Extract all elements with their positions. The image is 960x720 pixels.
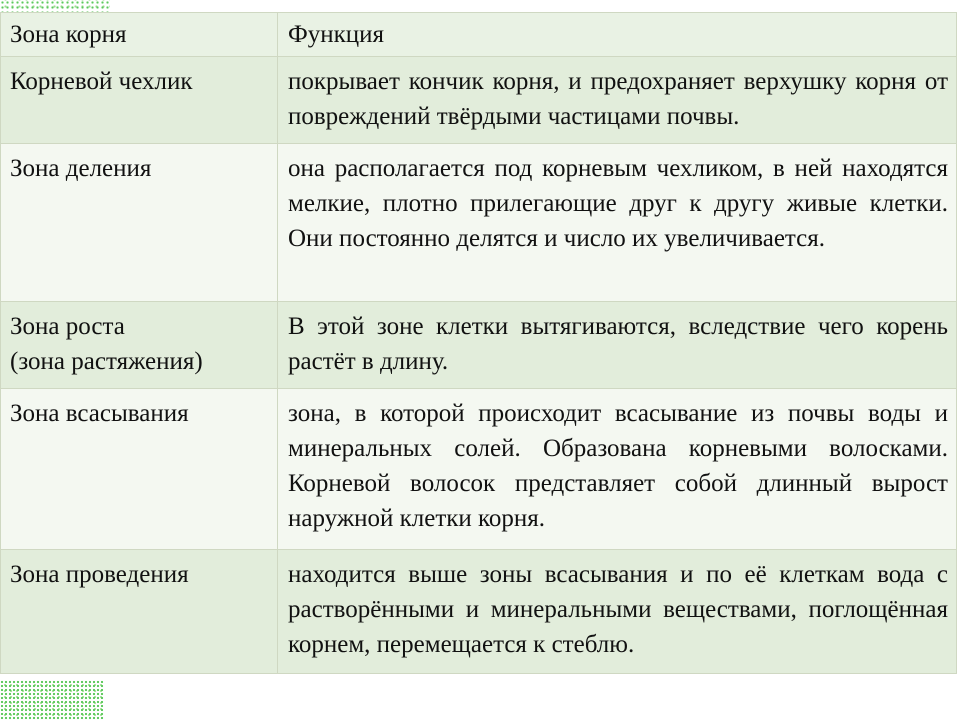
function-cell: она располагается под корневым чехликом, в ней находятся мелкие, плотно прилегающие друг к другу живые клетки. Они постоянно делятся и число их увеличивается. [278,144,957,302]
root-zones-table-container [0,12,956,674]
root-zones-table [0,12,957,674]
table-row [1,144,957,302]
table-row [1,57,957,144]
function-cell: В этой зоне клетки вытягиваются, вследствие чего корень растёт в длину. [278,302,957,389]
function-cell: зона, в которой происходит всасывание из почвы воды и минеральных солей. Образована корневыми волосками. Корневой волосок представляет собой длинный вырост наружной клетки корня. [278,389,957,550]
zone-cell: Зона всасывания [1,389,278,550]
header-zone: Зона корня [1,13,278,57]
zone-cell: Зона деления [1,144,278,302]
zone-cell-line: Зона роста [10,313,125,340]
header-function: Функция [278,13,957,57]
decorative-speckle-bottom [0,680,104,720]
table-row [1,550,957,674]
table-row [1,389,957,550]
table-header-row [1,13,957,57]
zone-cell-line: (зона растяжения) [10,348,203,375]
zone-cell: Зона проведения [1,550,278,674]
table-row [1,302,957,389]
zone-cell: Корневой чехлик [1,57,278,144]
zone-cell [1,302,278,389]
function-cell: покрывает кончик корня, и предохраняет верхушку корня от повреждений твёрдыми частицами почвы. [278,57,957,144]
function-cell: находится выше зоны всасывания и по её клеткам вода с растворёнными и минеральными веществами, поглощённая корнем, перемещается к стеблю. [278,550,957,674]
